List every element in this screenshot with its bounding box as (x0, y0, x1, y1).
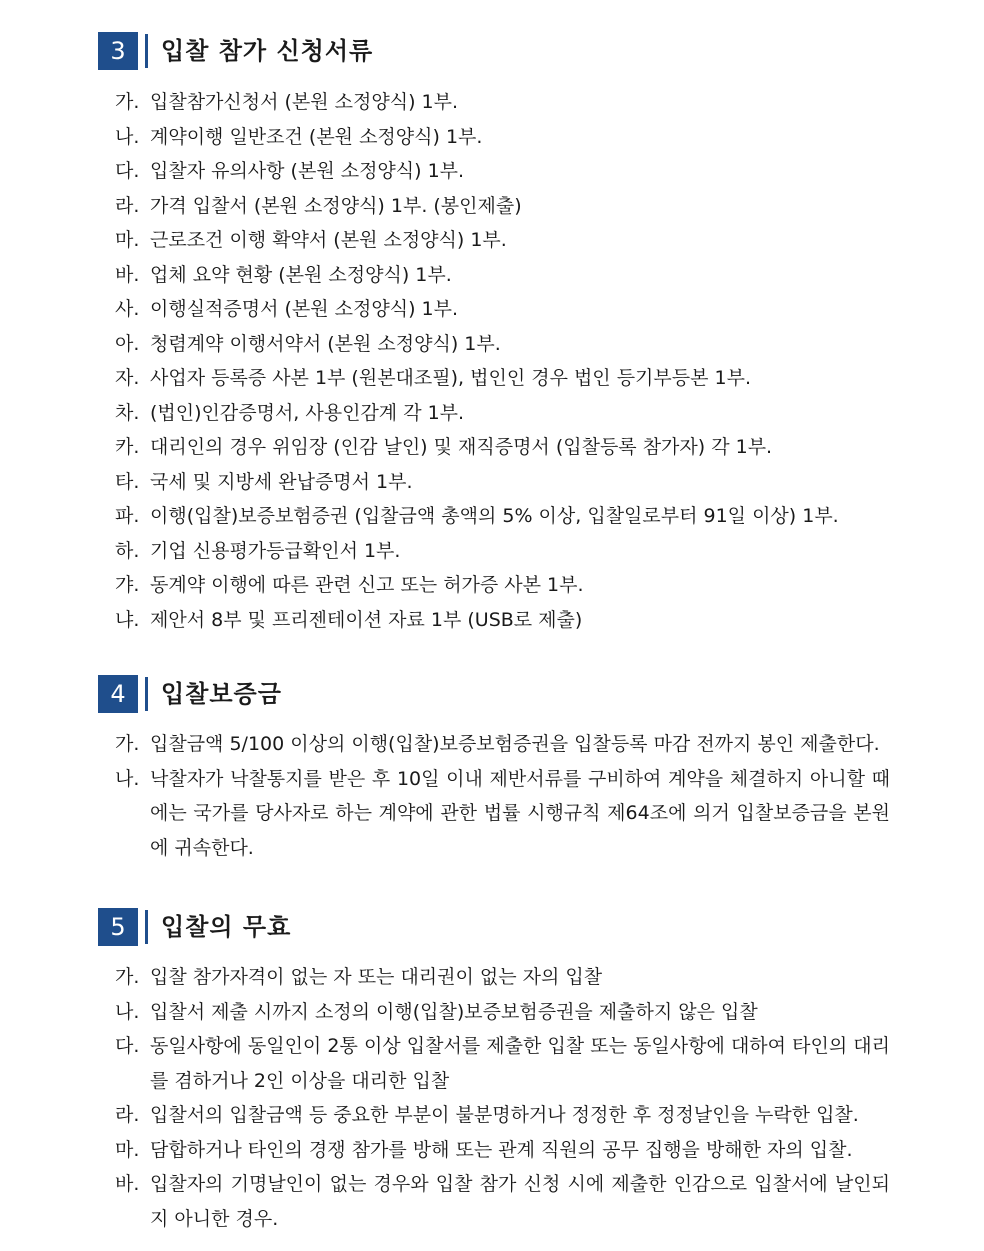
list-item (0, 361, 984, 396)
item-marker: 하. (115, 539, 140, 562)
section-number-badge: 3 (98, 32, 138, 70)
section-title: 입찰 참가 신청서류 (161, 37, 374, 65)
list-item (0, 120, 984, 155)
item-text: 청렴계약 이행서약서 (본원 소정양식) 1부. (150, 332, 501, 355)
item-marker: 사. (115, 298, 140, 320)
section-header (0, 32, 984, 72)
item-marker: 라. (115, 1104, 140, 1126)
list-item (0, 727, 984, 762)
list-item (0, 292, 984, 327)
list-item (0, 534, 984, 569)
item-text: 입찰참가신청서 (본원 소정양식) 1부. (150, 91, 459, 113)
item-text: 낙찰자가 낙찰통지를 받은 후 10일 이내 제반서류를 구비하여 계약을 체결하지 아니할 때에는 국가를 당사자로 하는 계약에 관한 법률 시행규칙 제64조에 의거 입찰보증금을 본원에 귀속한다. (150, 767, 890, 859)
list-item (0, 327, 984, 362)
item-list (0, 85, 984, 637)
section-divider-bar (145, 677, 148, 711)
list-item (0, 1167, 984, 1236)
section-number-badge: 4 (98, 675, 138, 713)
item-marker: 나. (115, 125, 140, 148)
list-item (0, 1133, 984, 1168)
list-item (0, 568, 984, 603)
list-item (0, 154, 984, 189)
item-text: 입찰서 제출 시까지 소정의 이행(입찰)보증보험증권을 제출하지 않은 입찰 (150, 1000, 758, 1023)
item-text: 사업자 등록증 사본 1부 (원본대조필), 법인인 경우 법인 등기부등본 1부. (150, 367, 751, 389)
item-marker: 갸. (115, 574, 140, 596)
section-divider-bar (145, 34, 148, 68)
section-number-badge: 5 (98, 908, 138, 946)
item-list (0, 727, 984, 865)
item-text: 업체 요약 현황 (본원 소정양식) 1부. (150, 263, 452, 286)
list-item (0, 189, 984, 224)
list-item (0, 396, 984, 431)
item-marker: 카. (115, 436, 140, 458)
item-marker: 바. (115, 1173, 140, 1195)
item-text: 근로조건 이행 확약서 (본원 소정양식) 1부. (150, 229, 507, 251)
section-divider-bar (145, 910, 148, 944)
item-text: 가격 입찰서 (본원 소정양식) 1부. (봉인제출) (150, 194, 522, 217)
item-marker: 바. (115, 263, 140, 286)
item-text: 이행실적증명서 (본원 소정양식) 1부. (150, 298, 459, 320)
list-item (0, 762, 984, 866)
item-list (0, 960, 984, 1236)
list-item (0, 1098, 984, 1133)
item-marker: 나. (115, 1000, 140, 1023)
item-marker: 가. (115, 966, 140, 988)
item-marker: 가. (115, 733, 140, 755)
section-5 (0, 908, 984, 1236)
item-text: 입찰자의 기명날인이 없는 경우와 입찰 참가 신청 시에 제출한 인감으로 입찰서에 날인되지 아니한 경우. (150, 1173, 890, 1230)
item-marker: 마. (115, 1138, 140, 1161)
item-text: 이행(입찰)보증보험증권 (입찰금액 총액의 5% 이상, 입찰일로부터 91일 이상) 1부. (150, 505, 839, 527)
item-marker: 나. (115, 767, 140, 790)
item-text: 담합하거나 타인의 경쟁 참가를 방해 또는 관계 직원의 공무 집행을 방해한 자의 입찰. (150, 1138, 853, 1161)
list-item (0, 85, 984, 120)
section-header (0, 675, 984, 715)
list-item (0, 995, 984, 1030)
list-item (0, 258, 984, 293)
section-4 (0, 675, 984, 865)
list-item (0, 960, 984, 995)
item-text: 입찰금액 5/100 이상의 이행(입찰)보증보험증권을 입찰등록 마감 전까지 봉인 제출한다. (150, 733, 880, 755)
section-title: 입찰보증금 (161, 680, 282, 708)
item-text: 대리인의 경우 위임장 (인감 날인) 및 재직증명서 (입찰등록 참가자) 각 1부. (150, 436, 773, 458)
item-text: 입찰 참가자격이 없는 자 또는 대리권이 없는 자의 입찰 (150, 966, 603, 988)
list-item (0, 223, 984, 258)
item-text: 입찰자 유의사항 (본원 소정양식) 1부. (150, 160, 465, 182)
list-item (0, 603, 984, 638)
item-text: 기업 신용평가등급확인서 1부. (150, 539, 401, 562)
section-header (0, 908, 984, 948)
item-text: 동계약 이행에 따른 관련 신고 또는 허가증 사본 1부. (150, 574, 584, 596)
list-item (0, 465, 984, 500)
item-text: 제안서 8부 및 프리젠테이션 자료 1부 (USB로 제출) (150, 608, 583, 631)
item-text: 계약이행 일반조건 (본원 소정양식) 1부. (150, 125, 483, 148)
item-marker: 라. (115, 194, 140, 217)
item-marker: 자. (115, 367, 140, 389)
item-marker: 가. (115, 91, 140, 113)
item-marker: 다. (115, 1035, 140, 1057)
item-text: 입찰서의 입찰금액 등 중요한 부분이 불분명하거나 정정한 후 정정날인을 누락한 입찰. (150, 1104, 859, 1126)
item-marker: 냐. (115, 608, 140, 631)
item-text: 국세 및 지방세 완납증명서 1부. (150, 470, 413, 493)
item-text: 동일사항에 동일인이 2통 이상 입찰서를 제출한 입찰 또는 동일사항에 대하여 타인의 대리를 겸하거나 2인 이상을 대리한 입찰 (150, 1035, 890, 1092)
list-item (0, 430, 984, 465)
section-title: 입찰의 무효 (161, 913, 292, 941)
list-item (0, 499, 984, 534)
item-marker: 파. (115, 505, 140, 527)
item-text: (법인)인감증명서, 사용인감계 각 1부. (150, 401, 465, 424)
item-marker: 타. (115, 470, 140, 493)
item-marker: 마. (115, 229, 140, 251)
item-marker: 아. (115, 332, 140, 355)
section-3 (0, 32, 984, 637)
list-item (0, 1029, 984, 1098)
item-marker: 차. (115, 401, 140, 424)
item-marker: 다. (115, 160, 140, 182)
